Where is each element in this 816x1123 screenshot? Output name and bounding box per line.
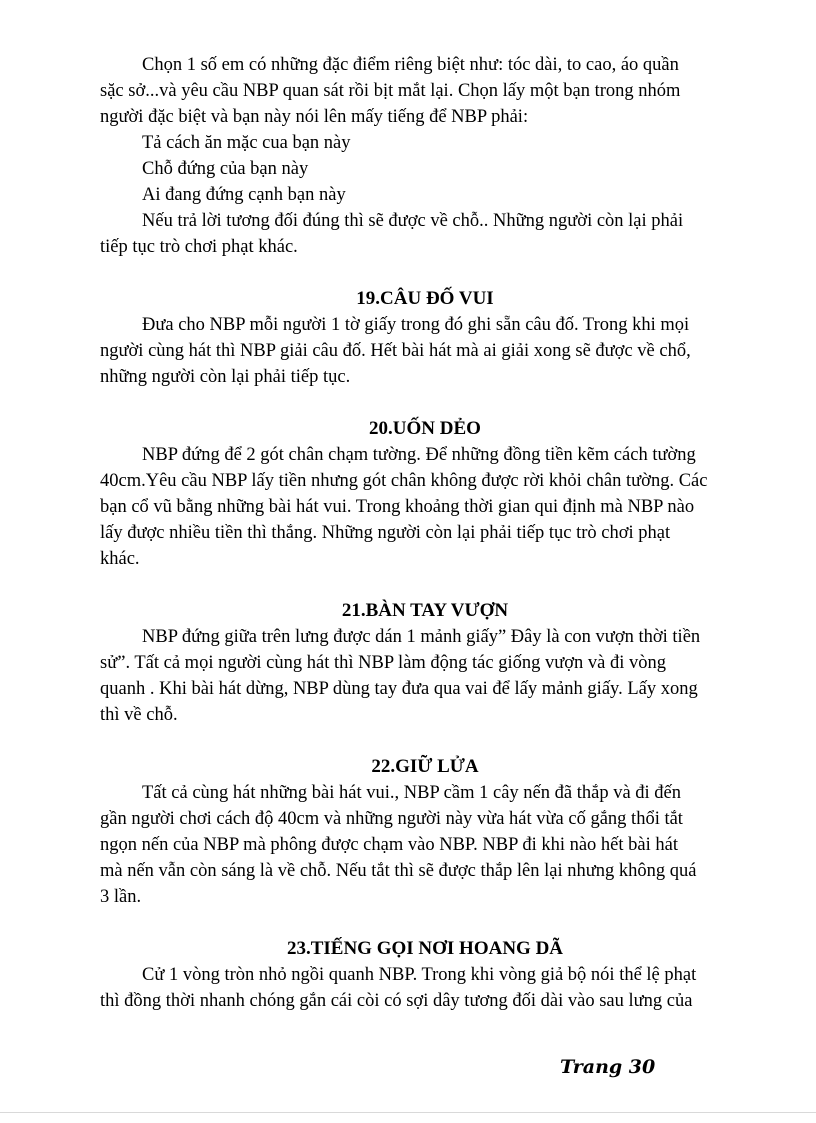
section-line: thì đồng thời nhanh chóng gắn cái còi có sợi dây tương đối dài vào sau lưng của <box>100 991 693 1011</box>
intro-line: Nếu trả lời tương đối đúng thì sẽ được về chỗ.. Những người còn lại phải <box>142 211 684 231</box>
section-line: NBP đứng để 2 gót chân chạm tường. Để những đồng tiền kẽm cách tường <box>142 445 696 465</box>
section-line: Đưa cho NBP mỗi người 1 tờ giấy trong đó ghi sẵn câu đố. Trong khi mọi <box>142 315 690 335</box>
section-line: sử”. Tất cả mọi người cùng hát thì NBP làm động tác giống vượn và đi vòng <box>100 653 667 673</box>
section-heading: 22.GIỮ LỬA <box>371 756 479 777</box>
intro-line: người đặc biệt và bạn này nói lên mấy tiếng để NBP phải: <box>100 107 529 127</box>
section-line: khác. <box>100 549 140 569</box>
section-heading: 21.BÀN TAY VƯỢN <box>341 600 509 621</box>
section-line: Cử 1 vòng tròn nhỏ ngồi quanh NBP. Trong khi vòng giả bộ nói thể lệ phạt <box>142 965 697 985</box>
section-line: gần người chơi cách độ 40cm và những người này vừa hát vừa cố gắng thổi tắt <box>100 809 683 829</box>
intro-line: tiếp tục trò chơi phạt khác. <box>100 237 298 257</box>
page-content <box>100 52 740 1014</box>
page-number: Trang 30 <box>560 1056 656 1078</box>
section-line: Tất cả cùng hát những bài hát vui., NBP cầm 1 cây nến đã thắp và đi đến <box>142 783 682 803</box>
intro-line: Chọn 1 số em có những đặc điểm riêng biệt như: tóc dài, to cao, áo quần <box>142 55 679 75</box>
section-heading: 19.CÂU ĐỐ VUI <box>356 288 494 309</box>
section-heading: 20.UỐN DẺO <box>369 418 481 439</box>
section-line: người cùng hát thì NBP giải câu đố. Hết bài hát mà ai giải xong sẽ được về chổ, <box>100 341 691 361</box>
section-line: lấy được nhiều tiền thì thắng. Những người còn lại phải tiếp tục trò chơi phạt <box>100 523 671 543</box>
section-heading: 23.TIẾNG GỌI NƠI HOANG DÃ <box>286 938 564 959</box>
section-line: mà nến vẫn còn sáng là về chỗ. Nếu tắt thì sẽ được thắp lên lại nhưng không quá <box>100 861 697 881</box>
intro-list-item: Chỗ đứng của bạn này <box>142 159 309 179</box>
section-line: quanh . Khi bài hát dừng, NBP dùng tay đưa qua vai để lấy mảnh giấy. Lấy xong <box>100 679 698 699</box>
section-line: thì về chỗ. <box>100 705 178 725</box>
section-line: những người còn lại phải tiếp tục. <box>100 367 351 387</box>
intro-line: sặc sở...và yêu cầu NBP quan sát rồi bịt mắt lại. Chọn lấy một bạn trong nhóm <box>100 81 681 101</box>
section-line: bạn cổ vũ bằng những bài hát vui. Trong khoảng thời gian qui định mà NBP nào <box>100 497 695 517</box>
section-line: NBP đứng giữa trên lưng được dán 1 mảnh giấy” Đây là con vượn thời tiền <box>142 627 701 647</box>
intro-list-item: Ai đang đứng cạnh bạn này <box>142 185 346 205</box>
section-line: 3 lần. <box>100 887 142 907</box>
section-line: ngọn nến của NBP mà phông được chạm vào NBP. NBP đi khi nào hết bài hát <box>100 835 678 855</box>
section-line: 40cm.Yêu cầu NBP lấy tiền nhưng gót chân không được rời khỏi chân tường. Các <box>100 471 708 491</box>
page-bottom-divider <box>0 1112 816 1113</box>
intro-list-item: Tả cách ăn mặc cua bạn này <box>142 133 351 153</box>
